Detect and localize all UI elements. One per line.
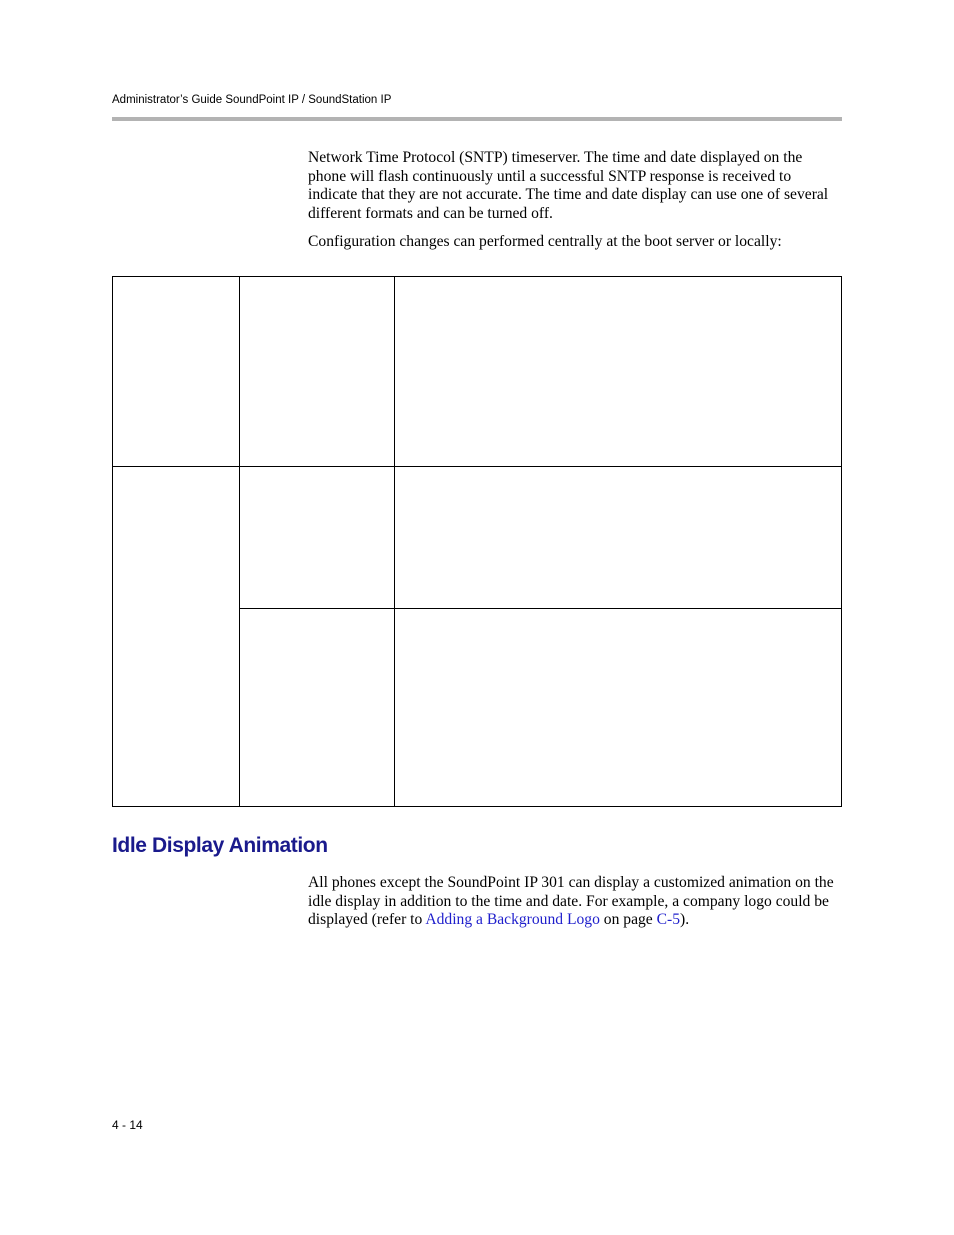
table-cell-r2-c1: [112, 466, 240, 807]
page-c5-link[interactable]: C-5: [656, 911, 680, 929]
table-cell-r1-c1: [112, 276, 240, 467]
table-cell-r3-c3: [394, 608, 842, 807]
configuration-table: [112, 276, 842, 807]
table-cell-r1-c3: [394, 276, 842, 467]
table-cell-r1-c2: [239, 276, 395, 467]
table-cell-r2-c2: [239, 466, 395, 609]
idle-animation-paragraph: [308, 874, 842, 930]
page-number: 4 - 14: [112, 1118, 143, 1132]
idle-animation-text: All phones except the SoundPoint IP 301 can display a customized animation on the idle display in addition to the time and date. For example, a company logo could be displayed (refer to: [308, 874, 834, 929]
closing-paren-text: ).: [680, 911, 690, 929]
table-cell-r3-c2: [239, 608, 395, 807]
on-page-text: on page: [599, 911, 657, 929]
adding-background-logo-link[interactable]: Adding a Background Logo: [425, 911, 600, 929]
header-divider: [112, 117, 842, 121]
sntp-intro-paragraph: Network Time Protocol (SNTP) timeserver. The time and date displayed on the phone will flash continuously until a successful SNTP response is received to indicate that they are not accurate. The time and date display can use one of several different formats and can be turned off.: [308, 149, 829, 222]
running-header: Administrator’s Guide SoundPoint IP / SoundStation IP: [112, 94, 392, 106]
config-changes-paragraph: Configuration changes can performed centrally at the boot server or locally:: [308, 233, 782, 250]
section-heading-idle-display-animation: Idle Display Animation: [112, 834, 328, 857]
table-cell-r2-c3: [394, 466, 842, 609]
